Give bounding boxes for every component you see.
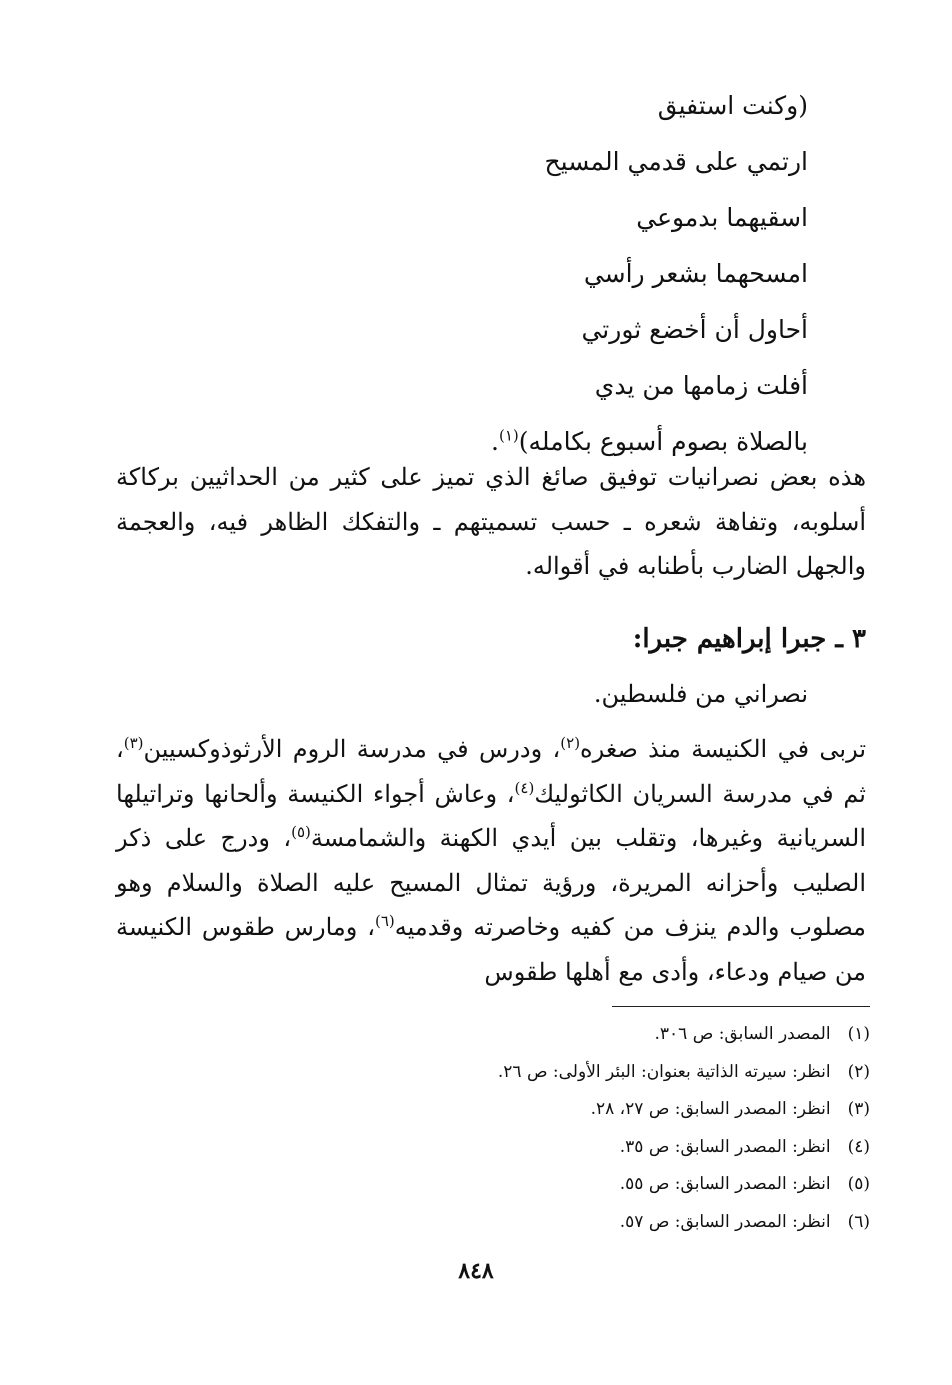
- footnotes: [310, 1016, 870, 1241]
- footnote-marker: (٥): [291, 823, 311, 841]
- footnote: (٦) انظر: المصدر السابق: ص ٥٧.: [310, 1204, 870, 1242]
- footnote-separator: [612, 1006, 870, 1007]
- poem-line: بالصلاة بصوم أسبوع بكامله)$^{(١)}$.: [491, 426, 808, 456]
- body-paragraph: تربى في الكنيسة منذ صغره$^{(٢)}$، ودرس في مدرسة الروم الأرثوذوكسيين$^{(٣)}$، ثم في مدرسة السريان الكاثوليك$^{(٤)}$، وعاش أجواء الكنيسة وألحانها وتراتيلها السريانية وغيرها، وتقلب بين أيدي الكهنة والشمامسة$^{(٥)}$، ودرج على ذكر الصليب وأحزانه المريرة، ورؤية تمثال المسيح عليه الصلاة والسلام وهو مصلوب والدم ينزف من كفيه وخاصرته وقدميه$^{(٦)}$، ومارس طقوس الكنيسة من صيام ودعاء، وأدى مع أهلها طقوس: [116, 734, 866, 986]
- poem-line: ارتمي على قدمي المسيح: [544, 147, 808, 176]
- footnote-number: (٣): [847, 1099, 870, 1119]
- poem-line: امسحهما بشعر رأسي: [583, 259, 808, 288]
- footnote-number: (٥): [847, 1174, 870, 1194]
- footnote: (٣) انظر: المصدر السابق: ص ٢٧، ٢٨.: [310, 1091, 870, 1129]
- poem-line: أفلت زمامها من يدي: [594, 371, 808, 400]
- footnote-number: (٤): [847, 1136, 870, 1157]
- section-heading: ٣ ـ جبرا إبراهيم جبرا:: [632, 624, 866, 654]
- poem-line: اسقيهما بدموعي: [636, 203, 808, 232]
- footnote: (٢) انظر: سيرته الذاتية بعنوان: البئر الأولى: ص ٢٦.: [310, 1054, 870, 1092]
- poem-line: أحاول أن أخضع ثورتي: [581, 315, 808, 344]
- footnote-marker: (٣): [123, 734, 144, 752]
- footnote-marker: (١): [498, 426, 519, 445]
- footnote-number: (١): [847, 1024, 870, 1044]
- body-paragraph: هذه بعض نصرانيات توفيق صائغ الذي تميز على كثير من الحداثيين بركاكة أسلوبه، وتفاهة شعره ـ حسب تسميتهم ـ والتفكك الظاهر فيه، والعجمة والجهل الضارب بأطنابه في أقواله.: [116, 463, 866, 580]
- poem-line: (وكنت استفيق: [657, 91, 808, 120]
- section-intro: نصراني من فلسطين.: [593, 680, 808, 708]
- poem-quote: [348, 78, 808, 470]
- footnote-marker: (٦): [374, 912, 395, 930]
- footnote: (٥) انظر: المصدر السابق: ص ٥٥.: [310, 1166, 870, 1204]
- footnote-number: (٢): [847, 1061, 870, 1082]
- footnote-marker: (٢): [560, 734, 581, 752]
- footnote: (١) المصدر السابق: ص ٣٠٦.: [310, 1016, 870, 1054]
- footnote: (٤) انظر: المصدر السابق: ص ٣٥.: [310, 1129, 870, 1167]
- footnote-number: (٦): [847, 1211, 870, 1232]
- page-number: ٨٤٨: [458, 1258, 494, 1284]
- footnote-marker: (٤): [514, 778, 535, 797]
